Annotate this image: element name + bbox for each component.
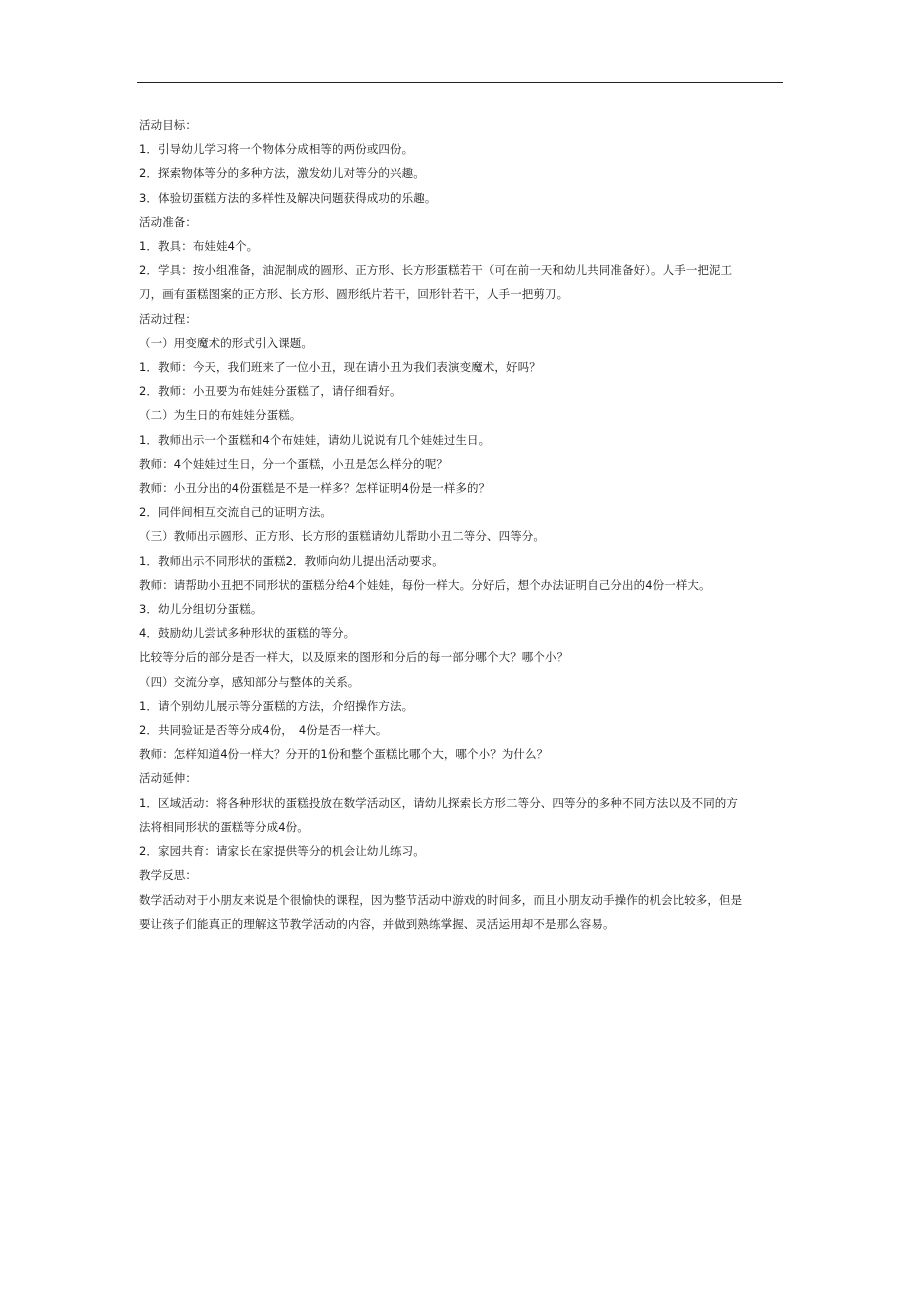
header-rule [137,82,783,83]
process-line: 1．教师出示不同形状的蛋糕2．教师向幼儿提出活动要求。 [139,553,444,568]
process-line: 2．共同验证是否等分成4份， 4份是否一样大。 [139,723,388,738]
process-line: 1．请个别幼儿展示等分蛋糕的方法，介绍操作方法。 [139,698,414,713]
goal-item-3: 3．体验切蛋糕方法的多样性及解决问题获得成功的乐趣。 [139,190,437,205]
heading-process: 活动过程： [139,311,197,326]
process-line: 教师：请帮助小丑把不同形状的蛋糕分给4个娃娃，每份一样大。分好后，想个办法证明自己分出的4份一样大。 [139,577,711,592]
heading-extension: 活动延伸： [139,771,197,786]
goal-item-2: 2．探索物体等分的多种方法，激发幼儿对等分的兴趣。 [139,166,425,181]
process-line: 4．鼓励幼儿尝试多种形状的蛋糕的等分。 [139,626,356,641]
process-section-1: （一）用变魔术的形式引入课题。 [139,335,313,350]
process-section-2: （二）为生日的布娃娃分蛋糕。 [139,408,302,423]
process-line: 3．幼儿分组切分蛋糕。 [139,602,263,617]
heading-reflection: 教学反思： [139,868,197,883]
process-line: 1．教师：今天，我们班来了一位小丑，现在请小丑为我们表演变魔术，好吗？ [139,360,541,375]
extension-item-2: 2．家园共育：请家长在家提供等分的机会让幼儿练习。 [139,844,425,859]
reflection-line-2: 要让孩子们能真正的理解这节教学活动的内容，并做到熟练掌握、灵活运用却不是那么容易。 [139,916,615,931]
prep-item-2-line-1: 2．学具：按小组准备，油泥制成的圆形、正方形、长方形蛋糕若干（可在前一天和幼儿共同准备好）。人手一把泥工 [139,263,733,278]
process-line: 2．同伴间相互交流自己的证明方法。 [139,505,333,520]
prep-item-1: 1．教具：布娃娃4个。 [139,239,259,254]
process-line: 比较等分后的部分是否一样大，以及原来的图形和分后的每一部分哪个大？哪个小？ [139,650,569,665]
reflection-line-1: 数学活动对于小朋友来说是个很愉快的课程，因为整节活动中游戏的时间多，而且小朋友动手操作的机会比较多，但是 [139,892,743,907]
process-line: 教师：4个娃娃过生日，分一个蛋糕，小丑是怎么样分的呢？ [139,456,449,471]
goal-item-1: 1．引导幼儿学习将一个物体分成相等的两份或四份。 [139,142,414,157]
process-line: 教师：怎样知道4份一样大？分开的1份和整个蛋糕比哪个大，哪个小？为什么？ [139,747,549,762]
extension-item-1-line-1: 1．区域活动：将各种形状的蛋糕投放在数学活动区，请幼儿探索长方形二等分、四等分的多种不同方法以及不同的方 [139,795,739,810]
heading-preparation: 活动准备： [139,214,197,229]
process-line: 教师：小丑分出的4份蛋糕是不是一样多？怎样证明4份是一样多的？ [139,481,491,496]
process-section-4: （四）交流分享，感知部分与整体的关系。 [139,674,360,689]
process-section-3: （三）教师出示圆形、正方形、长方形的蛋糕请幼儿帮助小丑二等分、四等分。 [139,529,545,544]
process-line: 1．教师出示一个蛋糕和4个布娃娃，请幼儿说说有几个娃娃过生日。 [139,432,491,447]
process-line: 2．教师：小丑要为布娃娃分蛋糕了，请仔细看好。 [139,384,402,399]
document-body [139,113,789,936]
heading-goals: 活动目标： [139,118,197,132]
extension-item-1-line-2: 法将相同形状的蛋糕等分成4份。 [139,819,309,834]
prep-item-2-line-2: 刀，画有蛋糕图案的正方形、长方形、圆形纸片若干，回形针若干，人手一把剪刀。 [139,287,569,302]
